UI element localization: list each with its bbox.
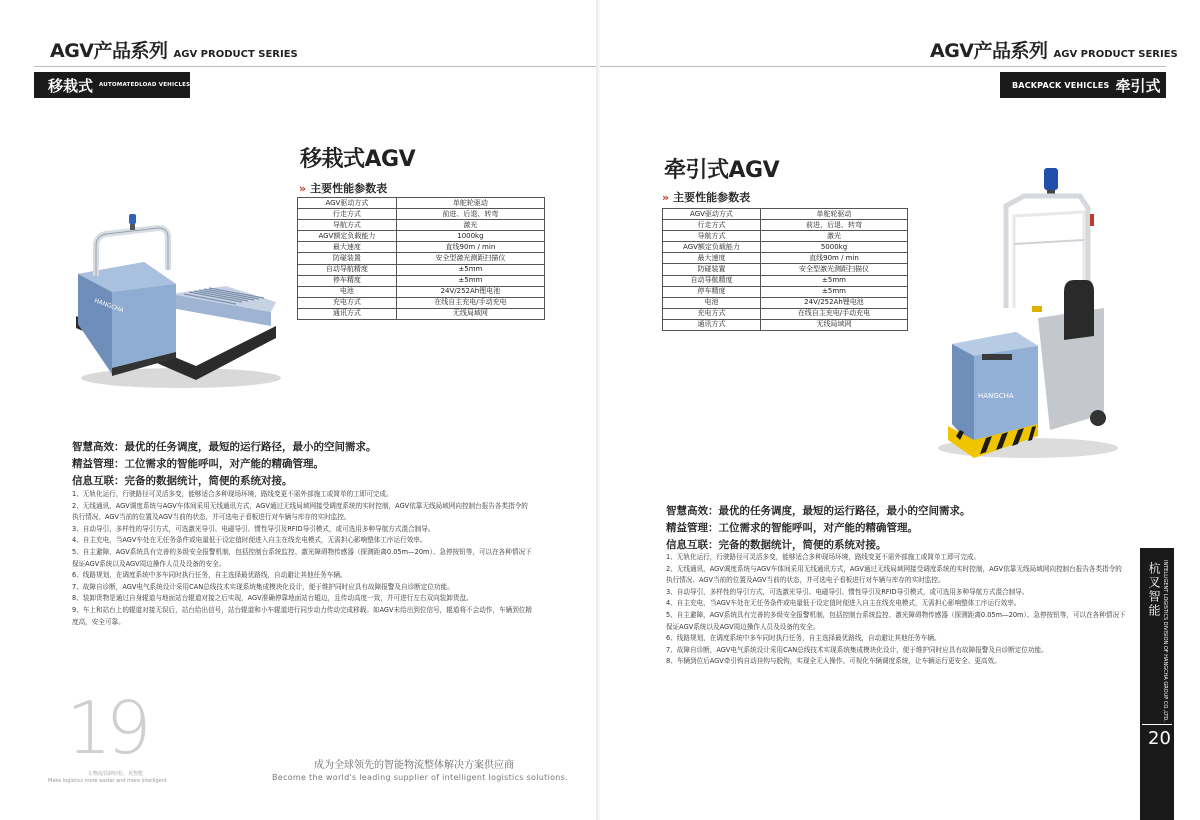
note-item: 5、自主避障，AGV系统具有完善的多级安全报警机制，包括控制台系统监控、激光障碍物传感器（探测距离0.05m—20m）、急停按钮等，可以在各种情况下保证AGV系统以及AGV周边操作人员及设备的安全。 xyxy=(72,547,532,568)
spec-row xyxy=(663,231,908,242)
spec-label: 导航方式 xyxy=(298,220,397,231)
left-feature-3: 信息互联：完备的数据统计，简便的系统对接。 xyxy=(72,475,293,487)
spec-value: 激光 xyxy=(396,220,544,231)
spec-value: ±5mm xyxy=(396,275,544,286)
spec-value: 前进、后退、转弯 xyxy=(761,220,908,231)
note-item: 6、线路规划，在调度系统中多车同时执行任务，自主选择最优路线，自动避让其他任务车辆。 xyxy=(72,571,347,580)
spec-row xyxy=(663,209,908,220)
slogan-cn: 成为全球领先的智能物流整体解决方案供应商 xyxy=(314,760,514,771)
spec-row xyxy=(298,297,545,308)
note-item: 8、车辆到位后AGV牵引钩自动挂钩与脱钩，实现全无人操作。可视化车辆调度系统，让车辆运行更安全、更高效。 xyxy=(666,657,1001,666)
right-spec-table xyxy=(662,208,908,331)
transfer-agv-illustration xyxy=(66,206,286,396)
note-item: 7、故障自诊断，AGV电气系统设计采用CAN总线技术实现系统集成模块化设计，便于维护同时应具有故障报警及自诊断定位功能。 xyxy=(72,582,454,591)
right-spec-heading: » 主要性能参数表 xyxy=(662,191,751,204)
left-page-tag-en: Make logistics more easier and more intelligent xyxy=(48,778,167,784)
spec-row xyxy=(298,264,545,275)
spec-row xyxy=(298,286,545,297)
spec-row xyxy=(663,297,908,308)
note-item: 6、线路规划，在调度系统中多车同时执行任务，自主选择最优路线，自动避让其他任务车辆。 xyxy=(666,634,941,643)
right-category-bar: BACKPACK VEHICLES 牵引式 xyxy=(1000,72,1166,98)
spec-row xyxy=(298,220,545,231)
spec-value: 直线90m / min xyxy=(396,242,544,253)
double-chevron-icon: » xyxy=(662,191,670,204)
spec-label: 防碰装置 xyxy=(298,253,397,264)
spec-label: 最大速度 xyxy=(298,242,397,253)
left-product-title: 移栽式AGV xyxy=(300,147,416,172)
spec-label: 自动导航精度 xyxy=(663,275,761,286)
side-tab-cn: 杭叉智能 xyxy=(1147,562,1161,618)
spec-row xyxy=(298,308,545,319)
note-item: 3、自动导引，多样性的导引方式，可选激光导引、电磁导引、惯性导引及RFID导引模式，或可选用多种导航方式混合制导。 xyxy=(666,587,1029,596)
spec-row xyxy=(298,231,545,242)
spec-row xyxy=(663,286,908,297)
spec-label: 导航方式 xyxy=(663,231,761,242)
side-tab-en: INTELLIGENT LOGISTICS DIVISION OF HANGCHA GROUP CO.,LTD. xyxy=(1162,560,1168,722)
note-item: 1、无轨化运行，行驶路径可灵活多变，能够适合多种现场环境，路线变更不需外部施工或简单的工即可完成。 xyxy=(72,490,393,498)
note-item: 3、自动导引，多样性的导引方式，可选激光导引、电磁导引、惯性导引及RFID导引模式，或可选用多种导航方式混合制导。 xyxy=(72,524,435,533)
spec-value: 单舵轮驱动 xyxy=(761,209,908,220)
left-spec-table xyxy=(297,197,545,320)
right-product-title: 牵引式AGV xyxy=(664,158,780,183)
towing-agv-illustration xyxy=(928,168,1128,468)
spec-value: 5000kg xyxy=(761,242,908,253)
left-header-rule xyxy=(34,66,600,67)
spec-value: 1000kg xyxy=(396,231,544,242)
spec-row xyxy=(298,253,545,264)
spec-value: 24V/252Ah锂电池 xyxy=(396,286,544,297)
spec-value: 在线自主充电/手动充电 xyxy=(396,297,544,308)
spec-row xyxy=(663,242,908,253)
note-item: 2、无线通讯，AGV调度系统与AGV车体间采用无线通讯方式，AGV通过无线局域网接受调度系统的实时控制，AGV依靠无线局域网向控制台报告各类指令的执行情况、AGV当前的位置及AGV当前的状态，并可选电子看板进行对车辆与库存的实时监控。 xyxy=(72,501,528,522)
spec-label: AGV驱动方式 xyxy=(663,209,761,220)
spec-label: 最大速度 xyxy=(663,253,761,264)
spec-label: 行走方式 xyxy=(298,209,397,220)
spec-row xyxy=(298,198,545,209)
spec-label: AGV驱动方式 xyxy=(298,198,397,209)
left-spec-heading: » 主要性能参数表 xyxy=(299,182,388,195)
left-feature-1: 智慧高效：最优的任务调度，最短的运行路径，最小的空间需求。 xyxy=(72,441,377,453)
left-series-title: AGV产品系列 AGV PRODUCT SERIES xyxy=(50,40,298,62)
right-page xyxy=(600,0,1200,820)
note-item: 1、无轨化运行，行驶路径可灵活多变，能够适合多种现场环境，路线变更不需外部施工或简单工即可完成。 xyxy=(666,553,981,561)
spec-value: 在线自主充电/手动充电 xyxy=(761,308,908,319)
right-feature-1: 智慧高效：最优的任务调度，最短的运行路径，最小的空间需求。 xyxy=(666,505,971,517)
spec-row xyxy=(663,275,908,286)
spec-row xyxy=(663,253,908,264)
note-item: 7、故障自诊断，AGV电气系统设计采用CAN总线技术实现系统集成模块化设计，便于维护同时应具有故障报警及自诊断定位功能。 xyxy=(666,645,1048,654)
spec-label: AGV额定负载能力 xyxy=(663,242,761,253)
left-feature-2: 精益管理：工位需求的智能呼叫，对产能的精确管理。 xyxy=(72,458,324,470)
left-notes xyxy=(72,489,532,628)
note-item: 4、自主充电，当AGV车处在无任务条件或电量低于设定值时便进入自主在线充电模式，无需担心影响整体工序运行效率。 xyxy=(666,599,1021,608)
spec-label: 停车精度 xyxy=(298,275,397,286)
spec-value: 安全型激光测距扫描仪 xyxy=(396,253,544,264)
brand-label: HANGCHA xyxy=(978,392,1014,400)
note-item: 5、自主避障，AGV系统具有完善的多级安全报警机制，包括控制台系统监控、激光障碍物传感器（探测距离0.05m—20m）、急停按钮等，可以在各种情况下保证AGV系统以及AGV周边操作人员及设备的安全。 xyxy=(666,610,1126,631)
spec-value: ±5mm xyxy=(396,264,544,275)
note-item: 2、无线通讯，AGV调度系统与AGV车体间采用无线通讯方式，AGV通过无线局域网接受调度系统的实时控制，AGV依靠无线局域网向控制台报告各类指令的执行情况、AGV当前的位置及AGV当前的状态，并可选电子看板进行对车辆与库存的实时监控。 xyxy=(666,564,1122,585)
right-header-rule xyxy=(600,66,1166,67)
spec-label: 自动导航精度 xyxy=(298,264,397,275)
left-page-number: 19 xyxy=(66,686,146,770)
spec-value: 直线90m / min xyxy=(761,253,908,264)
right-page-number: 20 xyxy=(1148,728,1171,749)
spec-value: ±5mm xyxy=(761,275,908,286)
spec-row xyxy=(663,319,908,330)
spec-label: 通讯方式 xyxy=(298,308,397,319)
spec-value: 前进、后退、转弯 xyxy=(396,209,544,220)
side-tab-divider xyxy=(1142,724,1172,725)
spec-row xyxy=(663,264,908,275)
spec-label: 充电方式 xyxy=(298,297,397,308)
spec-row xyxy=(663,220,908,231)
right-series-title: AGV产品系列 AGV PRODUCT SERIES xyxy=(930,40,1178,62)
slogan-en: Become the world's leading supplier of intelligent logistics solutions. xyxy=(272,773,568,782)
spec-value: 24V/252Ah锂电池 xyxy=(761,297,908,308)
spec-label: 电池 xyxy=(298,286,397,297)
right-feature-2: 精益管理：工位需求的智能呼叫，对产能的精确管理。 xyxy=(666,522,918,534)
spec-value: ±5mm xyxy=(761,286,908,297)
right-feature-3: 信息互联：完备的数据统计，简便的系统对接。 xyxy=(666,539,887,551)
spec-row xyxy=(298,209,545,220)
note-item: 8、装卸货物是通过自身辊道与地面站台辊道对接之后实现，AGV准确停靠地面站台辊边，且传动高度一致，并可进行左右双向装卸货盘。 xyxy=(72,594,473,603)
spec-label: 充电方式 xyxy=(663,308,761,319)
spec-value: 激光 xyxy=(761,231,908,242)
spec-label: 停车精度 xyxy=(663,286,761,297)
note-item: 9、车上和站台上的辊道对接无误后，站台给出信号，站台辊道和小车辊道进行同步动力传动完成移载。如AGV未给出到位信号，辊道将不会动作，车辆到位精度高，安全可靠。 xyxy=(72,605,532,626)
spec-label: AGV额定负载能力 xyxy=(298,231,397,242)
double-chevron-icon: » xyxy=(299,182,307,195)
spec-value: 安全型激光测距扫描仪 xyxy=(761,264,908,275)
svg-text:HANGCHA: HANGCHA xyxy=(93,297,125,315)
right-notes xyxy=(666,552,1128,668)
spec-row xyxy=(298,275,545,286)
left-page-tag-cn: 让物流装卸轻松、更智能 xyxy=(88,771,144,777)
spec-label: 行走方式 xyxy=(663,220,761,231)
spec-row xyxy=(298,242,545,253)
spec-label: 防碰装置 xyxy=(663,264,761,275)
spec-label: 通讯方式 xyxy=(663,319,761,330)
spec-value: 无线局域网 xyxy=(396,308,544,319)
left-category-bar: 移栽式 AUTOMATEDLOAD VEHICLES xyxy=(34,72,190,98)
spec-value: 无线局域网 xyxy=(761,319,908,330)
spec-row xyxy=(663,308,908,319)
note-item: 4、自主充电，当AGV车处在无任务条件或电量低于设定值时便进入自主在线充电模式，无需担心影响整体工序运行效率。 xyxy=(72,536,427,545)
spec-label: 电池 xyxy=(663,297,761,308)
spec-value: 单舵轮驱动 xyxy=(396,198,544,209)
